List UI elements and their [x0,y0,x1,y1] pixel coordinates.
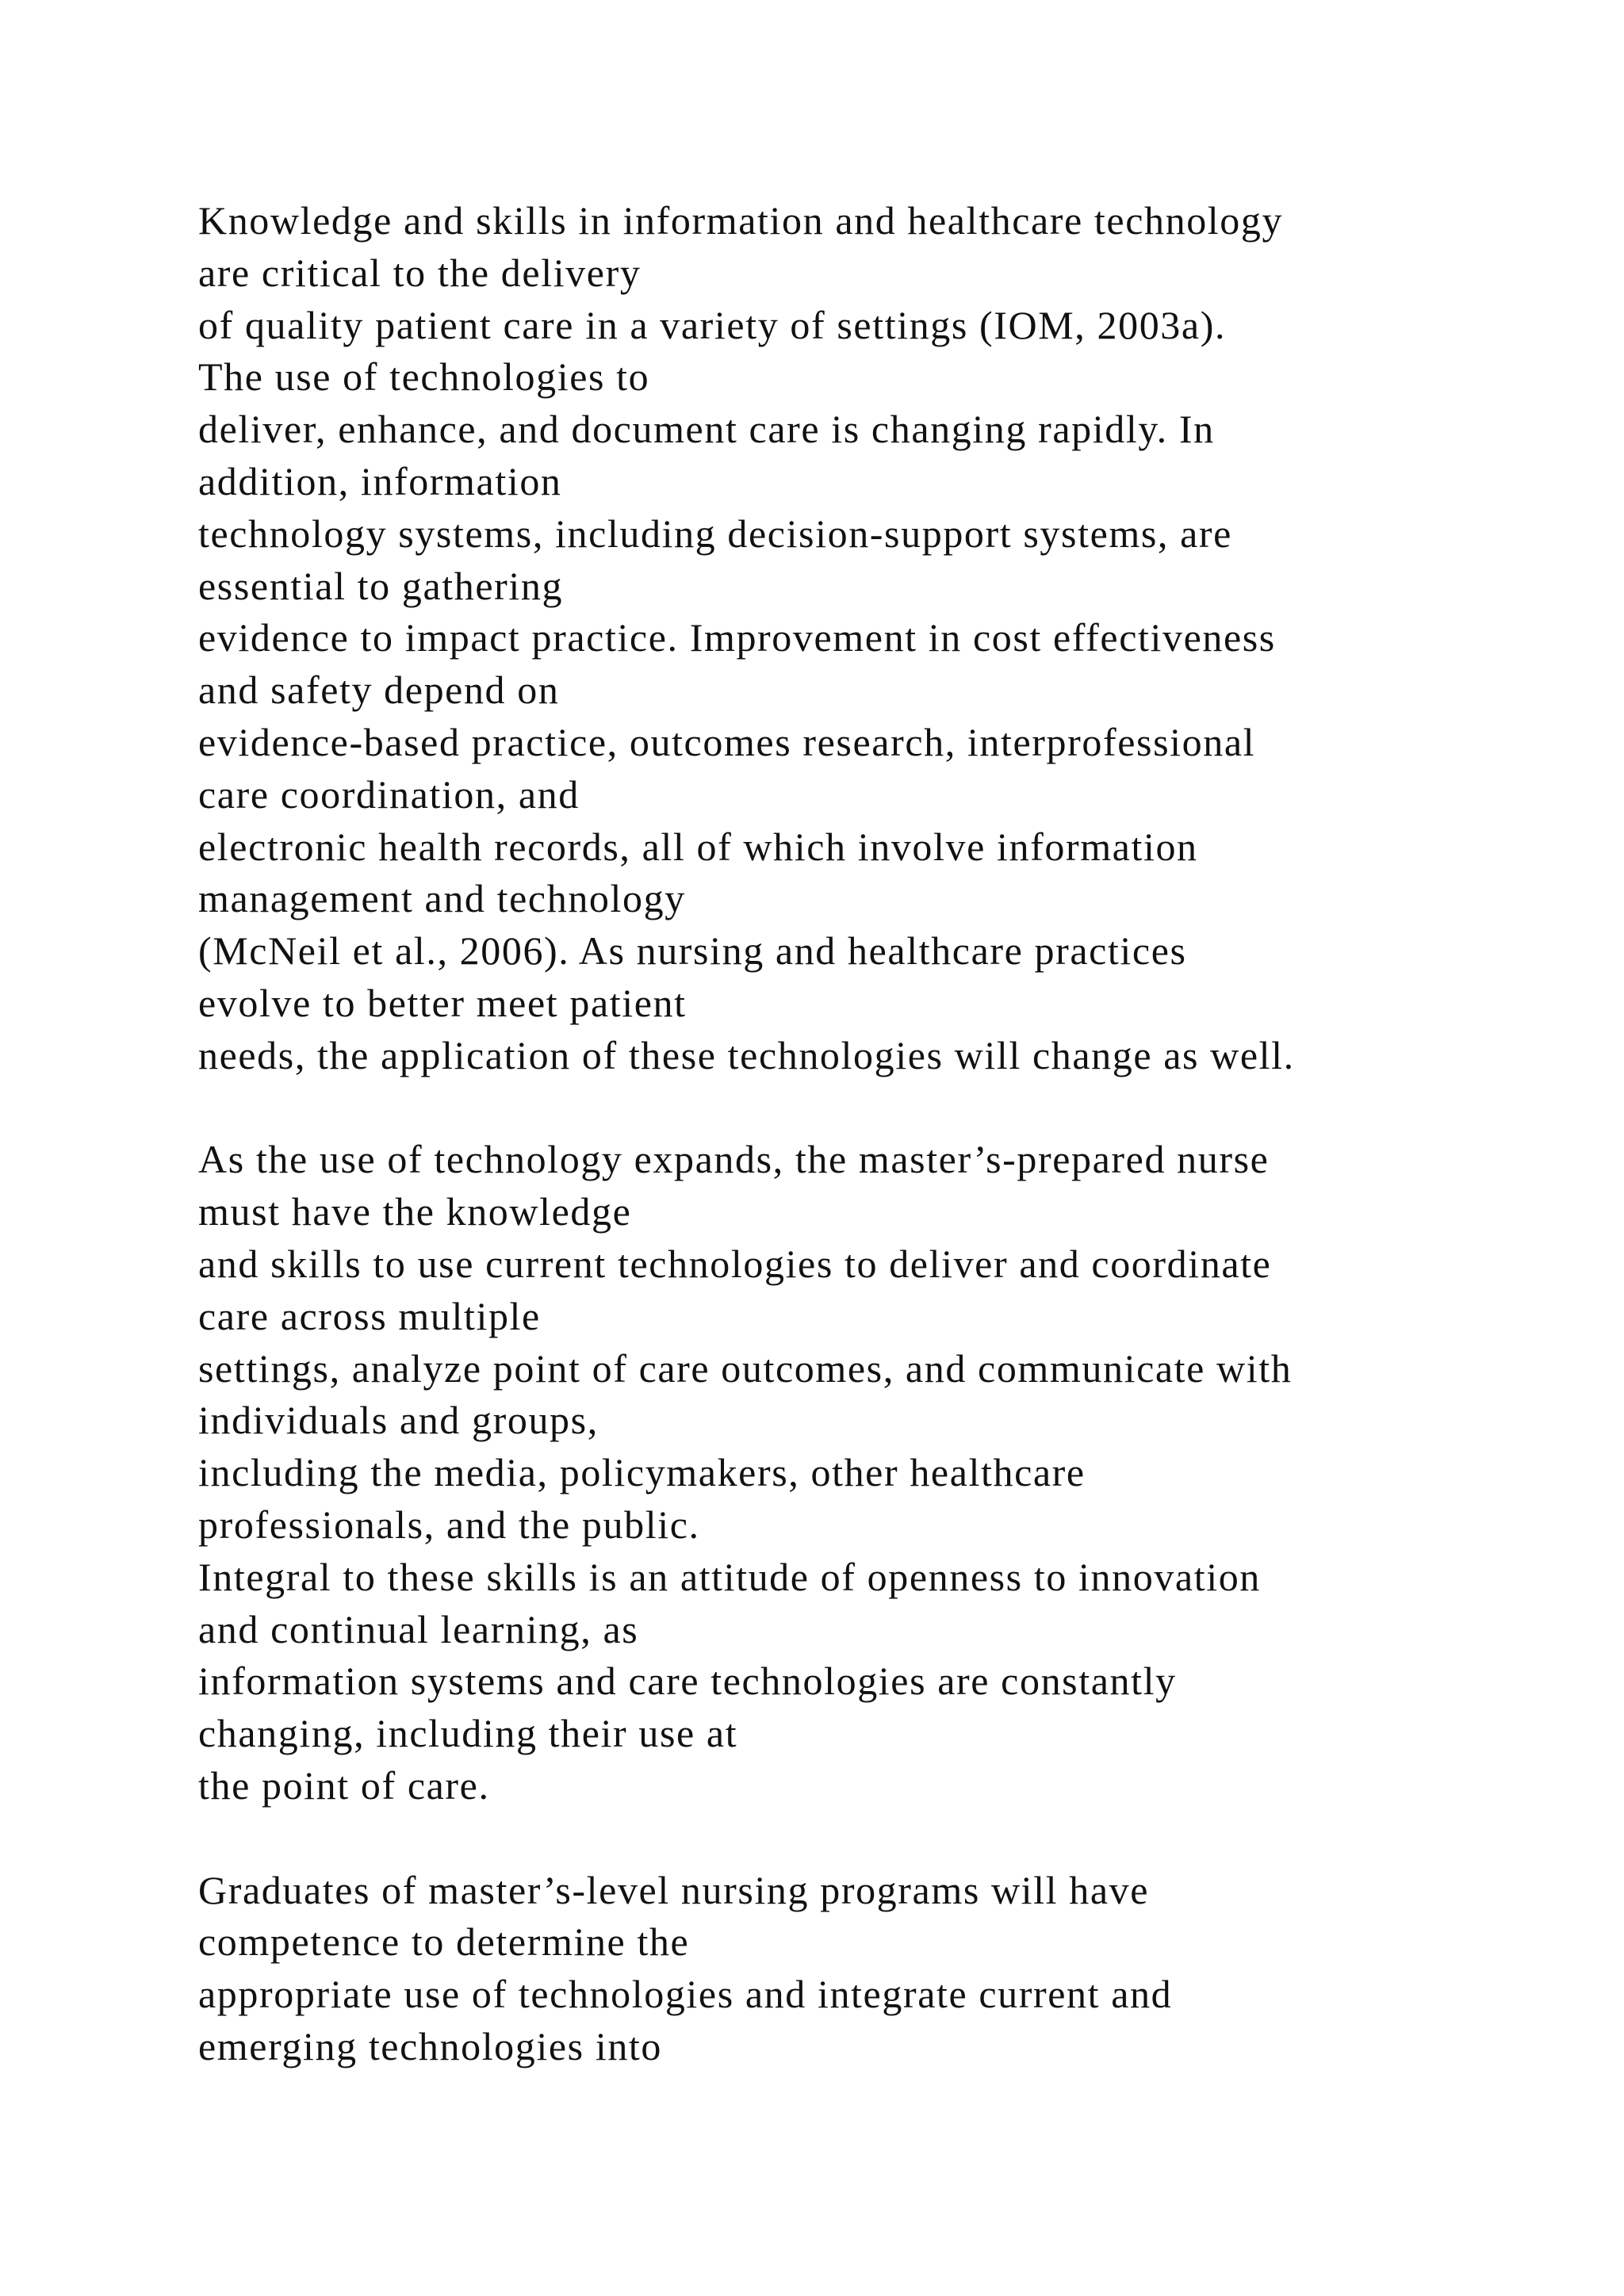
text-line: evolve to better meet patient [198,980,687,1025]
text-line: essential to gathering [198,563,564,608]
paragraph-spacer [198,1812,1546,1865]
text-line: deliver, enhance, and document care is changing rapidly. In [198,407,1215,452]
text-line: As the use of technology expands, the master’s-prepared nurse [198,1137,1270,1182]
text-line: evidence-based practice, outcomes research, interprofessional [198,719,1256,764]
text-line: management and technology [198,876,686,921]
text-line: including the media, policymakers, other healthcare [198,1450,1086,1495]
text-line: Knowledge and skills in information and healthcare technology [198,198,1284,243]
text-line: emerging technologies into [198,2023,663,2068]
paragraph-technology-expands [198,1134,1546,1812]
text-line: are critical to the delivery [198,250,642,295]
text-line: The use of technologies to [198,354,650,400]
text-line: technology systems, including decision-support systems, are [198,511,1232,556]
paragraph-spacer [198,1082,1546,1135]
text-line: Integral to these skills is an attitude of openness to innovation [198,1554,1261,1599]
text-line: and safety depend on [198,668,560,713]
text-line: changing, including their use at [198,1711,738,1756]
text-line: needs, the application of these technologies will change as well. [198,1032,1295,1077]
text-line: care coordination, and [198,771,580,817]
text-line: care across multiple [198,1293,541,1338]
paragraph-technology-knowledge [198,195,1546,1082]
text-line: and skills to use current technologies to deliver and coordinate [198,1241,1272,1286]
text-line: information systems and care technologies are constantly [198,1659,1177,1704]
text-line: professionals, and the public. [198,1502,700,1547]
text-line: competence to determine the [198,1919,690,1965]
text-line: and continual learning, as [198,1606,639,1651]
text-line: addition, information [198,458,562,503]
text-line: settings, analyze point of care outcomes, and communicate with [198,1345,1293,1391]
paragraph-graduates [198,1865,1546,2073]
text-line: individuals and groups, [198,1398,599,1443]
text-line: Graduates of master’s-level nursing programs will have [198,1867,1150,1912]
text-line: electronic health records, all of which involve information [198,824,1198,869]
text-line: evidence to impact practice. Improvement in cost effectiveness [198,615,1276,660]
text-line: must have the knowledge [198,1189,632,1234]
text-line: appropriate use of technologies and integrate current and [198,1972,1173,2017]
text-line: (McNeil et al., 2006). As nursing and healthcare practices [198,928,1187,974]
text-line: of quality patient care in a variety of settings (IOM, 2003a). [198,302,1227,347]
document-body [198,195,1546,2073]
text-line: the point of care. [198,1762,490,1808]
